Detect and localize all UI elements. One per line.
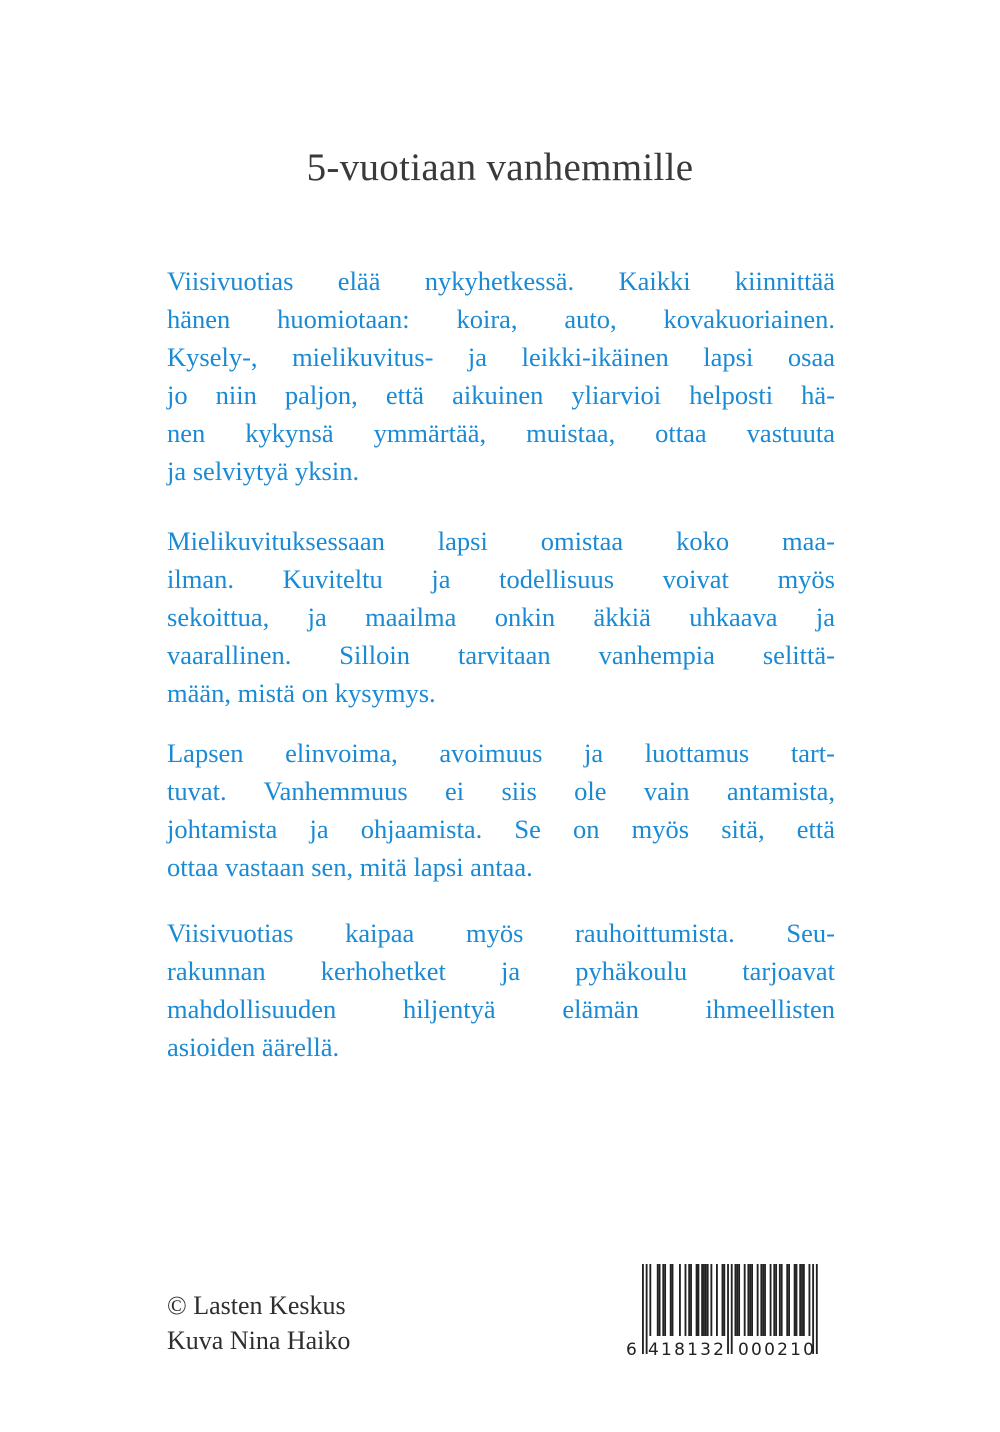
barcode-bar bbox=[738, 1264, 740, 1336]
barcode-graphic bbox=[626, 1262, 826, 1357]
paragraph-1 bbox=[167, 262, 835, 490]
barcode-right-digits: 000210 bbox=[738, 1340, 814, 1357]
barcode-bar bbox=[773, 1264, 775, 1336]
barcode-bar bbox=[731, 1264, 733, 1354]
barcode-bar bbox=[762, 1264, 764, 1336]
text-line: mään, mistä on kysymys. bbox=[167, 678, 436, 708]
text-line: johtamista ja ohjaamista. Se on myös sitä, että bbox=[167, 814, 835, 844]
barcode-bar bbox=[722, 1264, 724, 1336]
barcode-bar bbox=[744, 1264, 746, 1336]
barcode-bar bbox=[736, 1264, 738, 1336]
barcode-bar bbox=[705, 1264, 707, 1336]
text-line: ilman. Kuviteltu ja todellisuus voivat myös bbox=[167, 564, 835, 594]
text-line: ja selviytyä yksin. bbox=[167, 456, 360, 486]
barcode-bar bbox=[659, 1264, 661, 1336]
barcode-bar bbox=[703, 1264, 705, 1336]
barcode-bar bbox=[770, 1264, 772, 1336]
barcode-bar bbox=[688, 1264, 690, 1336]
text-line: tuvat. Vanhemmuus ei siis ole vain antamista, bbox=[167, 776, 835, 806]
barcode-bar bbox=[685, 1264, 687, 1336]
photo-credit: Kuva Nina Haiko bbox=[167, 1326, 351, 1355]
text-line: Lapsen elinvoima, avoimuus ja luottamus tart- bbox=[167, 738, 835, 768]
barcode-bar bbox=[662, 1264, 664, 1336]
text-line: Viisivuotias kaipaa myös rauhoittumista. Seu- bbox=[167, 918, 835, 948]
page-title: 5-vuotiaan vanhemmille bbox=[306, 146, 694, 189]
text-line: rakunnan kerhohetket ja pyhäkoulu tarjoavat bbox=[167, 956, 835, 986]
barcode-bar bbox=[649, 1264, 651, 1336]
barcode-bar bbox=[696, 1264, 698, 1336]
barcode-bar bbox=[775, 1264, 777, 1336]
barcode-bar bbox=[749, 1264, 751, 1336]
text-line: nen kykynsä ymmärtää, muistaa, ottaa vastuuta bbox=[167, 418, 835, 448]
barcode-bar bbox=[670, 1264, 672, 1336]
barcode-bar bbox=[757, 1264, 759, 1336]
barcode-bar bbox=[710, 1264, 712, 1336]
barcode-bar bbox=[707, 1264, 709, 1336]
barcode-bar bbox=[794, 1264, 796, 1336]
copyright-notice: © Lasten Keskus bbox=[167, 1291, 346, 1320]
barcode-bar bbox=[816, 1264, 818, 1354]
text-line: mahdollisuuden hiljentyä elämän ihmeellisten bbox=[167, 994, 835, 1024]
barcode-bar bbox=[760, 1264, 762, 1336]
paragraph-2 bbox=[167, 522, 835, 712]
barcode-bar bbox=[803, 1264, 805, 1336]
credits bbox=[167, 1288, 350, 1358]
barcode-bar bbox=[781, 1264, 783, 1336]
paragraph-3 bbox=[167, 734, 835, 886]
barcode-bar bbox=[751, 1264, 753, 1336]
text-line: jo niin paljon, että aikuinen yliarvioi helposti hä- bbox=[167, 380, 835, 410]
barcode-bar bbox=[799, 1264, 801, 1336]
barcode-bar bbox=[664, 1264, 666, 1336]
barcode-bar bbox=[672, 1264, 674, 1336]
ean-barcode bbox=[626, 1262, 826, 1357]
barcode-bar bbox=[716, 1264, 718, 1336]
paragraph-4 bbox=[167, 914, 835, 1066]
barcode-bar bbox=[801, 1264, 803, 1336]
barcode-left-digits: 418132 bbox=[648, 1340, 724, 1357]
barcode-bar bbox=[786, 1264, 788, 1336]
barcode-bar bbox=[727, 1264, 729, 1354]
text-line: sekoittua, ja maailma onkin äkkiä uhkaava ja bbox=[167, 602, 835, 632]
text-line: Kysely-, mielikuvitus- ja leikki-ikäinen lapsi osaa bbox=[167, 342, 835, 372]
barcode-bar bbox=[809, 1264, 811, 1336]
text-line: Mielikuvituksessaan lapsi omistaa koko maa- bbox=[167, 526, 835, 556]
barcode-bar bbox=[764, 1264, 766, 1336]
text-line: ottaa vastaan sen, mitä lapsi antaa. bbox=[167, 852, 533, 882]
barcode-bar bbox=[701, 1264, 703, 1336]
barcode-bar bbox=[796, 1264, 798, 1336]
text-line: Viisivuotias elää nykyhetkessä. Kaikki kiinnittää bbox=[167, 266, 835, 296]
barcode-first-digit: 6 bbox=[626, 1340, 637, 1357]
barcode-bar bbox=[657, 1264, 659, 1336]
barcode-bar bbox=[788, 1264, 790, 1336]
barcode-bar bbox=[779, 1264, 781, 1336]
text-line: vaarallinen. Silloin tarvitaan vanhempia selittä- bbox=[167, 640, 835, 670]
barcode-bar bbox=[698, 1264, 700, 1336]
text-line: hänen huomiotaan: koira, auto, kovakuoriainen. bbox=[167, 304, 835, 334]
barcode-bar bbox=[747, 1264, 749, 1336]
text-line: asioiden äärellä. bbox=[167, 1032, 340, 1062]
barcode-bar bbox=[735, 1264, 737, 1336]
barcode-bar bbox=[642, 1264, 644, 1354]
barcode-bar bbox=[723, 1264, 725, 1336]
barcode-bar bbox=[690, 1264, 692, 1336]
barcode-bar bbox=[679, 1264, 681, 1336]
